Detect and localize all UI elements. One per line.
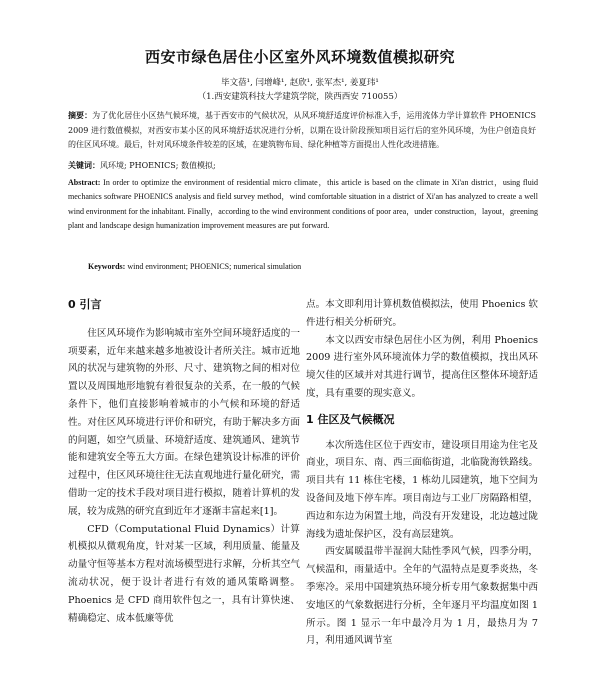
- abstract-chinese: [68, 108, 536, 153]
- keywords-en-label: Keywords:: [88, 262, 126, 271]
- paper-affiliation: （1.西安建筑科技大学建筑学院，陕西西安 710055）: [197, 92, 403, 102]
- abstract-en-text: In order to optimize the environment of residential micro climate，this article is based on the climate in Xi'an district，using fluid mechanics software PHOENICS analysis and field survey method，wind comfortable situation in a district of Xi'an has analyzed to create a well wind environment for the inhabitant. Finally，according to the wind environment conditions of poor area，under construction，layout，greening plant and landscape design humanization improvement measures are put forward.: [68, 178, 538, 230]
- site-paragraph: 本次所选住区位于西安市，建设项目用途为住宅及商业，项目东、南、西三面临街道，北临陇海铁路线。项目共有 11 栋住宅楼，1 栋幼儿园建筑，地下空间为设备间及地下停车库。项目南边与工业厂房隔路相望，西边和东边为闲置土地，尚没有开发建设，北边越过陇海线为遗址保护区，没有高层建筑。: [306, 439, 538, 540]
- keywords-cn-text: 风环境; PHOENICS; 数值模拟;: [100, 161, 216, 170]
- paper-title: 西安市绿色居住小区室外风环境数值模拟研究: [144, 48, 455, 66]
- intro-paragraph-2: CFD（Computational Fluid Dynamics）计算机模拟从微观角度，针对某一区域，利用质量、能量及动量守恒等基本方程对流场模型进行求解，分析其空气流动状况，便于设计者进行有效的通风策略调整。Phoenics 是 CFD 商用软件包之一，具有计算快速、精确稳定、成本低廉等优: [68, 523, 300, 624]
- left-column: [68, 296, 300, 627]
- keywords-chinese: [68, 159, 536, 172]
- keywords-en-text: wind environment; PHOENICS; numerical simulation: [127, 262, 302, 271]
- abstract-en-label: Abstract:: [68, 178, 101, 187]
- section-heading-climate: 1 住区及气候概况: [306, 412, 395, 426]
- keywords-english: [88, 262, 528, 271]
- abstract-cn-label: 摘要：: [68, 110, 93, 120]
- keywords-cn-label: 关键词：: [68, 160, 100, 170]
- paper-authors: 毕文蓓¹, 闫增峰¹, 赵欣¹, 张军杰¹, 姜夏玮¹: [221, 78, 379, 88]
- intro-paragraph-continued: 点。本文即利用计算机数值模拟法，使用 Phoenics 软件进行相关分析研究。: [306, 299, 539, 328]
- abstract-english: [68, 176, 538, 233]
- intro-paragraph-3: 本文以西安市绿色居住小区为例，利用 Phoenics 2009 进行室外风环境流体力学的数值模拟，找出风环境欠佳的区域并对其进行调节，提高住区整体环境舒适度，具有重要的现实意义。: [306, 334, 538, 399]
- right-column: [306, 296, 538, 650]
- climate-paragraph: 西安属暖温带半湿润大陆性季风气候，四季分明，气候温和，雨量适中。全年的气温特点是夏季炎热，冬季寒冷。采用中国建筑热环境分析专用气象数据集中西安地区的气象数据进行分析，全年逐月平均温度如图 1 所示。图 1 显示一年中最冷月为 1 月，最热月为 7 月，利用通风调节室: [306, 546, 538, 647]
- abstract-cn-text: 为了优化居住小区热气候环境，基于西安市的气候状况，从风环境舒适度评价标准入手，运用流体力学计算软件 PHOENICS 2009 进行数值模拟，对西安市某小区的风环境舒适状况进行分析，以期在设计阶段预知项目运行后的室外风环境，为住户创造良好的住区风环境。最后，针对风环境条件较差的区域，在建筑物布局、绿化种植等方面提出人性化改进措施。: [68, 111, 537, 149]
- section-heading-introduction: 0 引言: [68, 298, 102, 311]
- intro-paragraph-1: 住区风环境作为影响城市室外空间环境舒适度的一项要素，近年来越来越多地被设计者所关注。城市近地风的状况与建筑物的外形、尺寸、建筑物之间的相对位置以及周围地形地貌有着很复杂的关系，在一般的气候条件下，他们直接影响着城市的小气候和环境的舒适性。对住区风环境进行评价和研究，有助于解决多方面的问题，如空气质量、环境舒适度、建筑通风、建筑节能和建筑安全等五大方面。在绿色建筑设计标准的评价过程中，住区风环境往往无法直观地进行量化研究，需借助一定的技术手段对项目进行模拟，随着计算机的发展，较为成熟的研究直到近年才逐渐丰富起来[1]。: [68, 327, 300, 517]
